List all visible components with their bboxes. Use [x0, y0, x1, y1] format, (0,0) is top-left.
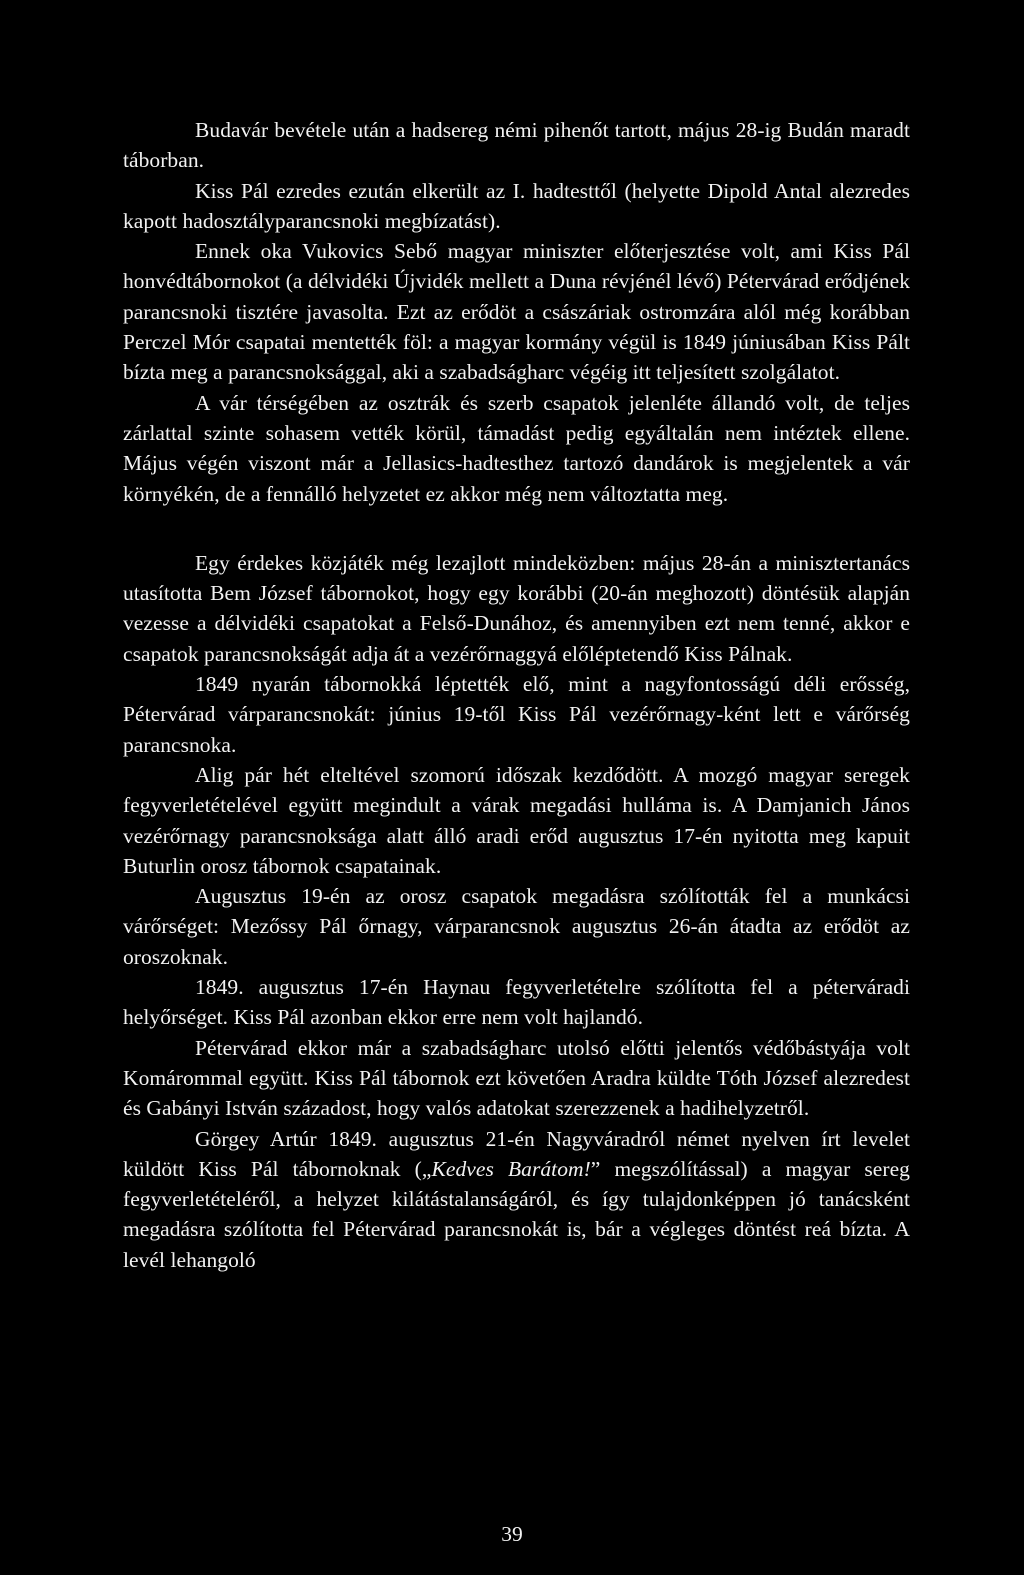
paragraph: Augusztus 19-én az orosz csapatok megadásra szólították fel a munkácsi várőrséget: Mezőssy Pál őrnagy, várparancsnok augusztus 26-án átadta az erődöt az oroszoknak. [123, 884, 910, 969]
paragraph: Alig pár hét elteltével szomorú időszak kezdődött. A mozgó magyar seregek fegyverletételével együtt megindult a várak megadási hulláma is. A Damjanich János vezérőrnagy parancsnoksága alatt álló aradi erőd augusztus 17-én nyitotta meg kapuit Buturlin orosz tábornok csapatainak. [123, 762, 910, 878]
quoted-salutation: Kedves Barátom! [431, 1156, 591, 1181]
paragraph: Budavár bevétele után a hadsereg némi pihenőt tartott, május 28-ig Budán maradt táborban. [123, 118, 910, 173]
page-body [123, 115, 910, 1275]
paragraph: Kiss Pál ezredes ezután elkerült az I. hadtesttől (helyette Dipold Antal alezredes kapott hadosztályparancsnoki megbízatást). [123, 178, 910, 233]
paragraph: 1849. augusztus 17-én Haynau fegyverletételre szólította fel a péterváradi helyőrséget. Kiss Pál azonban ekkor erre nem volt hajlandó. [123, 975, 910, 1030]
paragraph: 1849 nyarán tábornokká léptették elő, mint a nagyfontosságú déli erősség, Pétervárad várparancsnokát: június 19-től Kiss Pál vezérőrnagy-ként lett e várőrség parancsnoka. [123, 672, 910, 757]
paragraph: Ennek oka Vukovics Sebő magyar miniszter előterjesztése volt, ami Kiss Pál honvédtábornokot (a délvidéki Újvidék mellett a Duna révjénél lévő) Pétervárad erődjének parancsnoki tisztére javasolta. Ezt az erődöt a császáriak ostromzára alól még korábban Perczel Mór csapatai mentették föl: a magyar kormány végül is 1849 júniusában Kiss Pált bízta meg a parancsnoksággal, aki a szabadságharc végéig itt teljesített szolgálatot. [123, 239, 910, 385]
paragraph: Egy érdekes közjáték még lezajlott mindeközben: május 28-án a minisztertanács utasította Bem József tábornokot, hogy egy korábbi (20-án meghozott) döntésük alapján vezesse a délvidéki csapatokat a Felső-Dunához, és amennyiben ezt nem tenné, akkor e csapatok parancsnokságát adja át a vezérőrnaggyá előléptetendő Kiss Pálnak. [123, 550, 910, 666]
page-number: 39 [501, 1522, 523, 1546]
paragraph-text: ” megszólítással) a magyar sereg fegyverletételéről, a helyzet kilátástalanságáról, és így tulajdonképpen jó tanácsként megadásra szólította fel Pétervárad parancsnokát is, bár a végleges döntést reá bízta. A levél lehangoló [123, 1156, 910, 1272]
paragraph-last [123, 1124, 910, 1275]
paragraph: A vár térségében az osztrák és szerb csapatok jelenléte állandó volt, de teljes zárlattal szinte sohasem vették körül, támadást pedig egyáltalán nem intéztek ellene. Május végén viszont már a Jellasics-hadtesthez tartozó dandárok is megjelentek a vár környékén, de a fennálló helyzetet ez akkor még nem változtatta meg. [123, 390, 910, 506]
paragraph-text: Görgey Artúr 1849. augusztus 21-én Nagyváradról német nyelven írt levelet küldött Kiss Pál tábornoknak („ [123, 1126, 910, 1181]
paragraph: Pétervárad ekkor már a szabadságharc utolsó előtti jelentős védőbástyája volt Komárommal együtt. Kiss Pál tábornok ezt követően Aradra küldte Tóth József alezredest és Gabányi István századost, hogy valós adatokat szerezzenek a hadihelyzetről. [123, 1035, 910, 1121]
